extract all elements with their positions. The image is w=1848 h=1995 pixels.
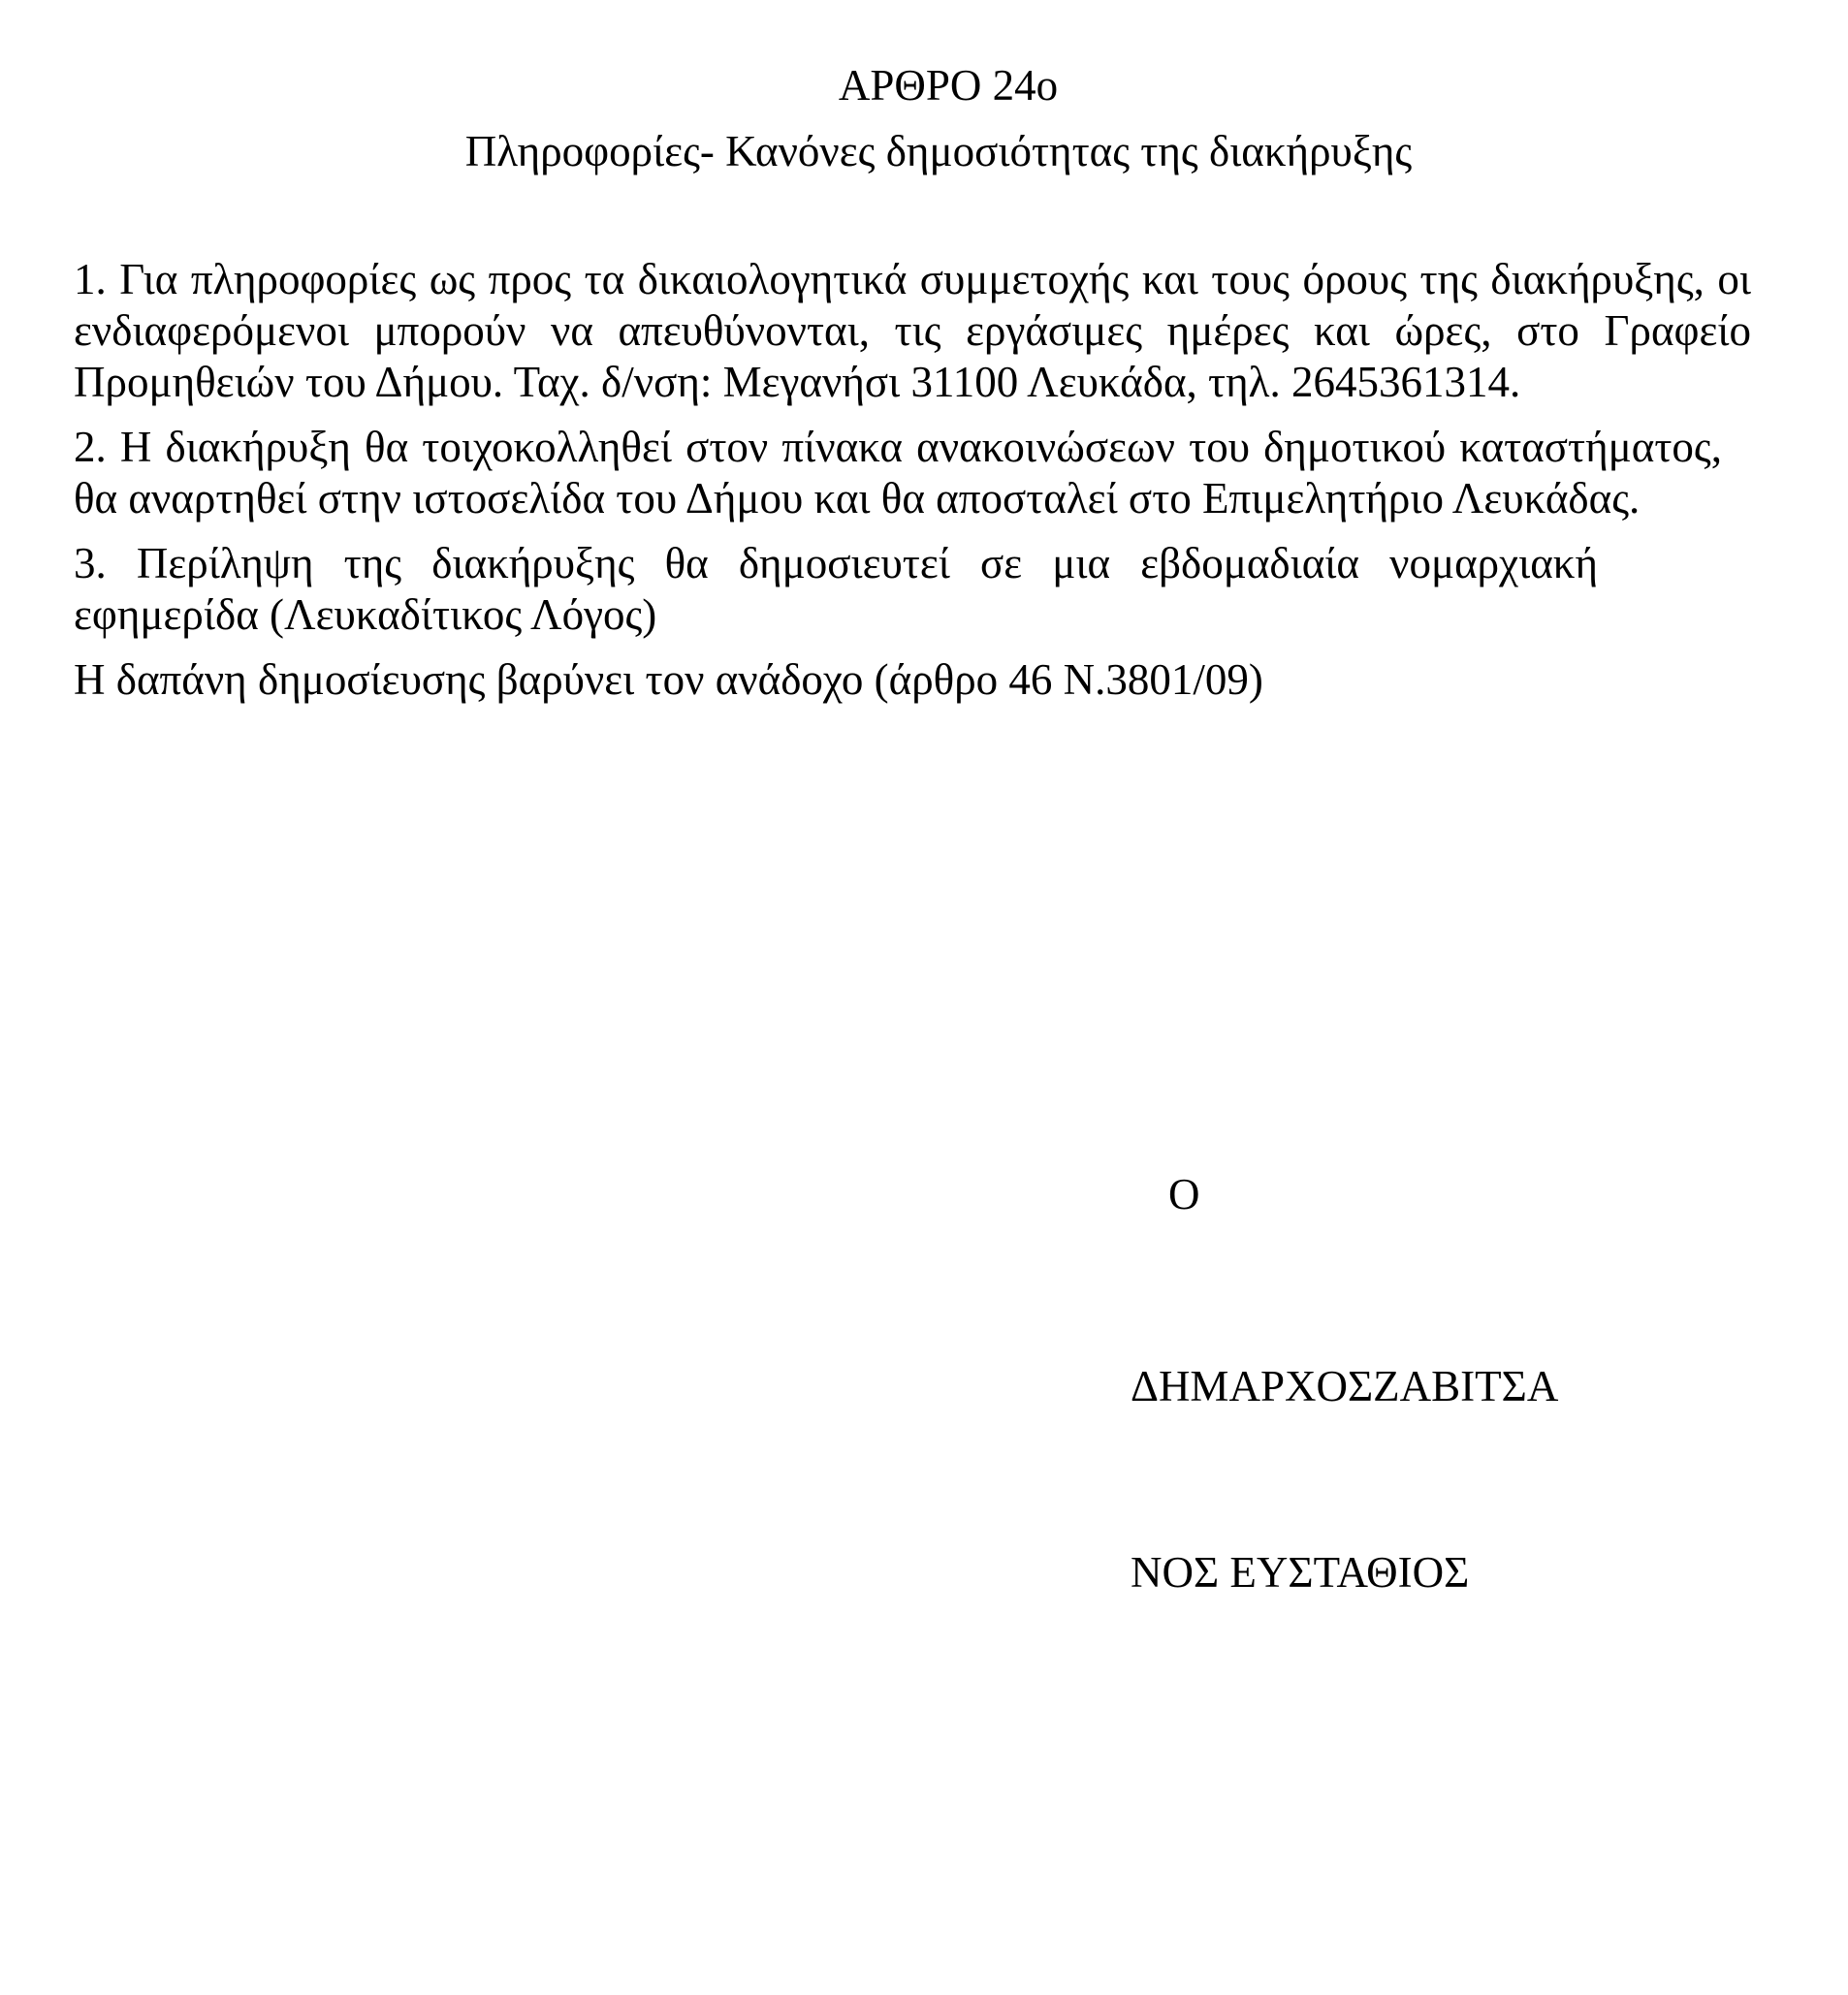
paragraph-posting: 2. Η διακήρυξη θα τοιχοκολληθεί στον πίνακα ανακοινώσεων του δημοτικού καταστήματος, θα αναρτηθεί στην ιστοσελίδα του Δήμου και θα αποσταλεί στο Επιμελητήριο Λευκάδας. xyxy=(74,423,1722,522)
article-number: ΑΡΘΡΟ 24ο xyxy=(838,61,1059,110)
signature-title: ΔΗΜΑΡΧΟΣΖΑΒΙΤΣΑ xyxy=(1131,1362,1559,1410)
article-body xyxy=(74,254,1751,719)
signature-name: ΝΟΣ ΕΥΣΤΑΘΙΟΣ xyxy=(1131,1548,1470,1597)
paragraph-summary-publication: 3. Περίληψη της διακήρυξης θα δημοσιευτεί σε μια εβδομαδιαία νομαρχιακή εφημερίδα (Λευκαδίτικος Λόγος) xyxy=(74,539,1598,639)
paragraph-publication-cost: Η δαπάνη δημοσίευσης βαρύνει τον ανάδοχο (άρθρο 46 Ν.3801/09) xyxy=(74,655,1263,704)
signature-article: Ο xyxy=(1168,1170,1200,1219)
paragraph-information: 1. Για πληροφορίες ως προς τα δικαιολογητικά συμμετοχής και τους όρους της διακήρυξης, οι ενδιαφερόμενοι μπορούν να απευθύνονται, τις εργάσιμες ημέρες και ώρες, στο Γραφείο Προμηθειών του Δήμου. Ταχ. δ/νση: Μεγανήσι 31100 Λευκάδα, τηλ. 2645361314. xyxy=(74,255,1751,406)
article-title: Πληροφορίες- Κανόνες δημοσιότητας της διακήρυξης xyxy=(464,127,1413,175)
